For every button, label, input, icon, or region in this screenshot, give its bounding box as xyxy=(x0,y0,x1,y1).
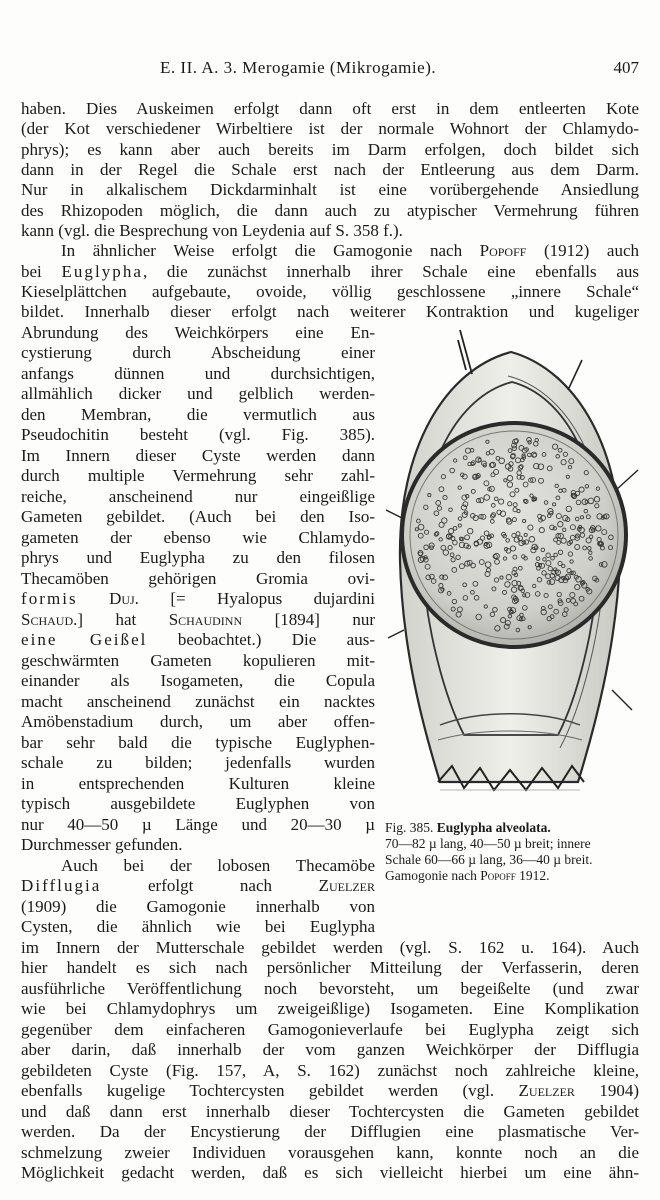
text-line: Durchmesser gefunden. xyxy=(21,835,183,854)
text-line: Nur in alkalischem Dickdarminhalt ist eine vorübergehende Ansiedlung xyxy=(21,180,639,199)
text-line: (der Kot verschiedener Wirbeltiere ist der normale Wohnort der Chlamydo- xyxy=(21,119,639,138)
text-line: den Membran, die vermutlich aus xyxy=(21,405,375,424)
text-line: schmelzung zweier Individuen vorausgehen kann, konnte noch an die xyxy=(21,1143,639,1162)
text-line: bar sehr bald die typische Euglyphen- xyxy=(21,733,375,752)
page-number: 407 xyxy=(613,58,639,77)
spine xyxy=(568,360,582,390)
running-head-title: E. II. A. 3. Merogamie (Mikrogamie). xyxy=(160,58,437,77)
text-line: wie bei Chlamydophrys um zweigeißlige) Isogameten. Eine Komplikation xyxy=(21,999,639,1018)
text-line: geschwärmten Gameten kopulieren mit- xyxy=(21,651,375,670)
species-name: formis xyxy=(21,589,78,608)
author-name: Popoff xyxy=(479,241,527,260)
text-line: Pseudochitin besteht (vgl. Fig. 385). xyxy=(21,425,375,444)
text-line: ausführliche Veröffentlichung noch bevorsteht, um begeißelte (und zwar xyxy=(21,979,639,998)
text-line: ebenfalls kugelige Tochtercysten gebildet werden (vgl. Zuelzer 1904) xyxy=(21,1081,639,1100)
text-line: Kieselplättchen aufgebaute, ovoide, völlig geschlossene „innere Schale“ xyxy=(21,282,639,301)
text-line: Schaud.] hat Schaudinn [1894] nur xyxy=(21,610,375,629)
running-head xyxy=(0,58,660,82)
text-line: Amöbenstadium durch, um aber offen- xyxy=(21,712,375,731)
author-name: Zuelzer xyxy=(318,876,375,895)
text-line: eine Geißel beobachtet.) Die aus- xyxy=(21,630,375,649)
text-line: (1909) die Gamogonie innerhalb von xyxy=(21,897,375,916)
text-line: Möglichkeit gedacht werden, daß es sich vielleicht hierbei um eine ähn- xyxy=(21,1163,639,1182)
text-line: Cysten, die ähnlich wie bei Euglypha xyxy=(21,917,375,936)
author-name: Schaudinn xyxy=(168,610,243,629)
author-name: Duj. xyxy=(109,589,139,608)
caption-line: 70—82 µ lang, 40—50 µ breit; innere xyxy=(385,836,591,851)
author-name: Popoff xyxy=(480,868,516,883)
text-line: hier handelt es sich nach persönlicher Mitteilung der Verfasserin, deren xyxy=(21,958,639,977)
text-line: Abrundung des Weichkörpers eine En- xyxy=(21,323,375,342)
text-line: dann in der Regel die Schale erst nach der Entleerung aus dem Darm. xyxy=(21,160,639,179)
text-line: allmählich dicker und gelblich werden- xyxy=(21,384,375,403)
figure-385 xyxy=(380,330,642,810)
text-line: in entsprechenden Kulturen kleine xyxy=(21,774,375,793)
text-line: im Innern der Mutterschale gebildet werden (vgl. S. 162 u. 164). Auch xyxy=(21,938,639,957)
text-line: durch multiple Vermehrung sehr zahl- xyxy=(21,466,375,485)
author-name: Zuelzer xyxy=(518,1081,575,1100)
euglypha-illustration xyxy=(380,330,642,810)
text-line: einander als Isogameten, die Copula xyxy=(21,671,375,690)
text-line: und daß dann erst innerhalb dieser Tochtercysten die Gameten gebildet xyxy=(21,1102,639,1121)
text-line: schale zu bilden; jedenfalls wurden xyxy=(21,753,375,772)
spine xyxy=(616,470,638,490)
caption-line: Schale 60—66 µ lang, 36—40 µ breit. xyxy=(385,852,593,867)
figure-caption xyxy=(385,820,643,884)
text-line: gegenüber dem einfacheren Gamogonieverlaufe bei Euglypha zeigt sich xyxy=(21,1020,639,1039)
emphasis: eine Geißel xyxy=(21,630,148,649)
caption-line xyxy=(385,820,643,836)
text-line: des Rhizopoden möglich, die dann auch zu atypischer Vermehrung führen xyxy=(21,201,639,220)
text-line: bildet. Innerhalb dieser erfolgt nach weiterer Kontraktion und kugeliger xyxy=(21,302,639,321)
spine xyxy=(612,690,632,710)
text-line: nur 40—50 µ Länge und 20—30 µ xyxy=(21,815,375,834)
text-line: formis Duj. [= Hyalopus dujardini xyxy=(21,589,376,608)
text-line: Auch bei der lobosen Thecamöbe xyxy=(61,856,375,875)
text-line: reiche, anscheinend nur eingeißlige xyxy=(21,487,375,506)
author-name: Schaud. xyxy=(21,610,78,629)
text-line: phrys und Euglypha zu den filosen xyxy=(21,548,375,567)
text-line: werden. Da der Encystierung der Difflugien eine plasmatische Ver- xyxy=(21,1122,639,1141)
text-line: aber darin, daß innerhalb der vom ganzen Weichkörper der Difflugia xyxy=(21,1040,639,1059)
text-line: bei Euglypha, die zunächst innerhalb ihrer Schale eine ebenfalls aus xyxy=(21,262,639,281)
text-line: cystierung durch Abscheidung einer xyxy=(21,343,375,362)
text-line: kann (vgl. die Besprechung von Leydenia auf S. 358 f.). xyxy=(21,221,403,240)
figure-title: Euglypha alveolata. xyxy=(436,820,551,835)
spine xyxy=(458,330,472,374)
text-line: Im Innern dieser Cyste werden dann xyxy=(21,446,375,465)
spine xyxy=(388,630,404,638)
genus-name: Difflugia xyxy=(21,876,102,895)
text-line: typisch ausgebildete Euglyphen von xyxy=(21,794,375,813)
text-line: anfangs dünnen und durchsichtigen, xyxy=(21,364,375,383)
text-line: In ähnlicher Weise erfolgt die Gamogonie nach Popoff (1912) auch xyxy=(61,241,639,260)
text-line: phrys); es kann aber auch bereits im Darm erfolgen, doch bildet sich xyxy=(21,140,639,159)
caption-line: Gamogonie nach Popoff 1912. xyxy=(385,868,550,883)
genus-name: Euglypha xyxy=(61,262,143,281)
text-line: Thecamöben gehörigen Gromia ovi- xyxy=(21,569,375,588)
text-line: haben. Dies Auskeimen erfolgt dann oft erst in dem entleerten Kote xyxy=(21,99,639,118)
text-line: gameten der ebenso wie Chlamydo- xyxy=(21,528,375,547)
text-line: Gameten gebildet. (Auch bei den Iso- xyxy=(21,507,375,526)
text-line: gebildeten Cyste (Fig. 157, A, S. 162) zunächst noch zahlreiche kleine, xyxy=(21,1061,639,1080)
text-line: macht anscheinend zunächst ein nacktes xyxy=(21,692,375,711)
text-line: Difflugia erfolgt nach Zuelzer xyxy=(21,876,375,895)
figure-label: Fig. 385. xyxy=(385,820,434,835)
